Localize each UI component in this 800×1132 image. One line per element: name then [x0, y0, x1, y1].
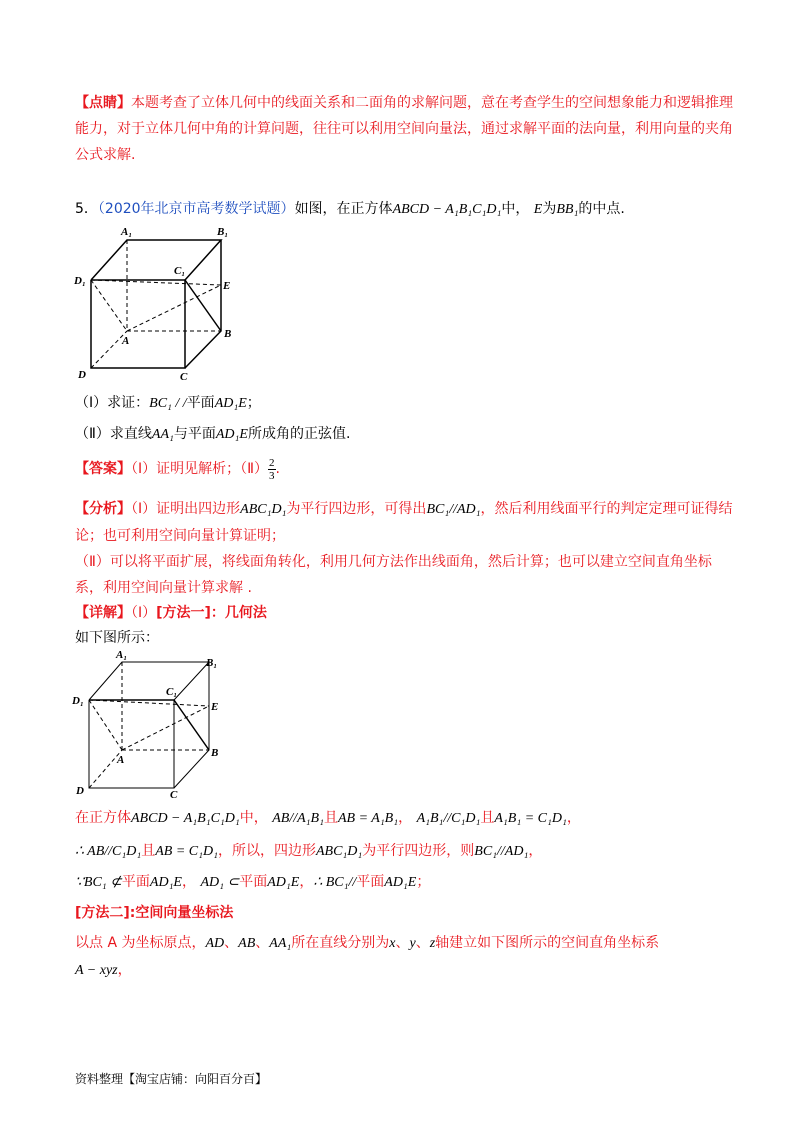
method-2-comma-2: 、: [255, 935, 270, 951]
label-E: E: [223, 280, 231, 292]
method-2-text-1: 以点 A 为坐标原点，: [75, 935, 206, 951]
label-C1-2: C₁: [166, 686, 178, 698]
method-1-title: [方法一]：几何法: [156, 605, 267, 621]
proof-2-math-3: ABC₁D₁: [315, 844, 363, 859]
part-1-end: ；: [246, 395, 261, 411]
part-1-text: 平面: [186, 395, 215, 411]
figure-intro-text: 如下图所示：: [75, 630, 159, 646]
method-2-text-3: 轴建立如下图所示的空间直角坐标系: [435, 935, 660, 951]
proof-2-text-2: ，所以，四边形: [217, 843, 316, 859]
label-B: B: [224, 328, 232, 340]
proof-1-end: ，: [566, 810, 581, 826]
answer-end: .: [275, 461, 280, 477]
proof-2-end: ，: [528, 843, 543, 859]
proof-1-sep: ，: [398, 810, 413, 826]
label-D1: D₁: [74, 275, 86, 287]
part-1-math-1: BC₁ / /: [149, 396, 187, 411]
part-2-text-1: 与平面: [173, 426, 216, 442]
method-2-ab: AB: [238, 936, 256, 951]
label-D-2: D: [76, 785, 84, 797]
part-2-label: （Ⅱ）求直线: [75, 426, 152, 442]
axis-z: z: [429, 936, 436, 951]
label-E-2: E: [211, 701, 219, 713]
proof-1-text-2: 中，: [239, 810, 268, 826]
proof-1-math-4: A₁B₁//C₁D₁: [416, 811, 481, 826]
fraction-numerator: 2: [269, 456, 275, 469]
axis-x: x: [389, 936, 396, 951]
proof-3-sep-2: ，: [299, 874, 314, 890]
analysis-tag: 【分析】: [75, 501, 131, 517]
question-5-stem: [75, 196, 735, 223]
method-2-aa1: AA₁: [269, 936, 292, 951]
proof-1-text-3: 且: [323, 810, 338, 826]
q5-cube-name: ABCD − A₁B₁C₁D₁: [392, 202, 502, 217]
detail-heading: [75, 600, 735, 626]
method-2-comma-1: 、: [224, 935, 239, 951]
proof-3-math-5: ∴ BC₁//: [313, 875, 357, 890]
part-1-label: （Ⅰ）求证：: [75, 395, 150, 411]
label-B1-2: B₁: [206, 657, 218, 669]
q5-text-3: 为: [542, 201, 557, 217]
method-2-paragraph: [75, 930, 735, 984]
proof-3-text-2: 平面: [239, 874, 268, 890]
method-2-end: ，: [117, 962, 132, 978]
proof-line-1: [75, 805, 735, 832]
proof-2-math-1: ∴ AB//C₁D₁: [75, 844, 142, 859]
part-1: [75, 390, 735, 417]
proof-line-2: [75, 838, 735, 865]
proof-3-text-3: 平面: [356, 874, 385, 890]
part-2-math-2: AD₁E: [215, 427, 248, 442]
proof-3-sep: ，: [182, 874, 196, 890]
proof-1-text-4: 且: [480, 810, 495, 826]
method-2-text-2: 所在直线分别为: [291, 935, 390, 951]
answer-text: （Ⅰ）证明见解析；（Ⅱ）: [131, 461, 269, 477]
proof-2-math-2: AB = C₁D₁: [155, 844, 218, 859]
label-D1-2: D₁: [72, 695, 84, 707]
question-number: 5．: [75, 201, 98, 217]
label-C1: C₁: [174, 265, 186, 277]
cube-figure-2: [70, 648, 240, 798]
method-2-ad: AD: [205, 936, 225, 951]
analysis-text-3: ，然后利用线面平行的判定定理可证得结论；也可利用空间向量计算证明；: [75, 501, 733, 544]
method-2-title: [方法二]:空间向量坐标法: [75, 905, 234, 921]
proof-1-math-5: A₁B₁ = C₁D₁: [494, 811, 567, 826]
analysis-text-1: （Ⅰ）证明出四边形: [131, 501, 241, 517]
proof-line-3: [75, 869, 735, 896]
part-1-math-2: AD₁E: [214, 396, 247, 411]
proof-1-text-1: 在正方体: [75, 810, 131, 826]
cube-figure-1: [70, 222, 240, 387]
proof-3-math-1: ∵BC₁ ⊄: [75, 875, 122, 890]
coordinate-system: A − xyz: [75, 963, 118, 978]
label-A1-2: A₁: [116, 649, 128, 661]
proof-3-end: ；: [416, 874, 431, 890]
proof-2-math-4: BC₁//AD₁: [474, 844, 529, 859]
q5-point-e: E: [533, 202, 543, 217]
analysis-math-2: BC₁//AD₁: [426, 502, 481, 517]
proof-3-text-1: 平面: [121, 874, 150, 890]
analysis-text-2: 为平行四边形，可得出: [286, 501, 427, 517]
answer-fraction: [268, 457, 276, 482]
proof-2-text-1: 且: [141, 843, 156, 859]
method-2-comma-3: 、: [395, 935, 410, 951]
dianjing-tag: 【点睛】: [75, 95, 131, 111]
proof-3-math-2: AD₁E: [149, 875, 182, 890]
label-B-2: B: [211, 747, 219, 759]
q5-text-4: 的中点.: [578, 201, 625, 217]
proof-3-math-6: AD₁E: [384, 875, 417, 890]
label-C-2: C: [170, 789, 178, 798]
method-2-comma-4: 、: [415, 935, 430, 951]
axis-y: y: [409, 936, 416, 951]
footer: 资料整理【淘宝店铺：向阳百分百】: [75, 1072, 268, 1086]
answer-tag: 【答案】: [75, 461, 131, 477]
proof-1-math-1: ABCD − A₁B₁C₁D₁: [131, 811, 240, 826]
dianjing-text: 本题考查了立体几何中的线面关系和二面角的求解问题，意在考查学生的空间想象能力和逻辑推理能力，对于立体几何中角的计算问题，往往可以利用空间向量法，通过求解平面的法向量，利用向量的夹角公式求解.: [75, 95, 733, 163]
analysis-paragraph: [75, 496, 735, 601]
proof-3-math-4: AD₁E: [267, 875, 300, 890]
q5-edge-bb1: BB₁: [556, 202, 579, 217]
detail-tag: 【详解】: [75, 605, 131, 621]
proof-1-math-2: AB//A₁B₁: [272, 811, 324, 826]
method-2-heading: [75, 900, 735, 926]
label-A-2: A: [117, 754, 125, 766]
analysis-math-1: ABC₁D₁: [240, 502, 287, 517]
part-2-math-1: AA₁: [151, 427, 174, 442]
q5-text-1: 如图，在正方体: [294, 201, 393, 217]
dianjing-paragraph: [75, 90, 735, 168]
question-source: （2020年北京市高考数学试题）: [97, 201, 295, 217]
part-2: [75, 421, 735, 448]
label-C: C: [180, 371, 188, 383]
label-D: D: [78, 369, 86, 381]
label-A1: A₁: [121, 226, 133, 238]
analysis-text-4: （Ⅱ）可以将平面扩展，将线面角转化，利用几何方法作出线面角，然后计算；也可以建立空间直角坐标系，利用空间向量计算求解 .: [75, 554, 712, 596]
label-A: A: [122, 335, 130, 347]
proof-2-text-3: 为平行四边形，则: [362, 843, 475, 859]
proof-3-math-3: AD₁ ⊂: [200, 875, 240, 890]
fraction-denominator: 3: [269, 469, 275, 482]
detail-part: （Ⅰ）: [131, 605, 157, 621]
answer-line: [75, 456, 735, 482]
label-B1: B₁: [217, 226, 229, 238]
part-2-text-2: 所成角的正弦值.: [247, 426, 351, 442]
proof-1-math-3: AB = A₁B₁: [337, 811, 399, 826]
q5-text-2: 中，: [501, 201, 530, 217]
